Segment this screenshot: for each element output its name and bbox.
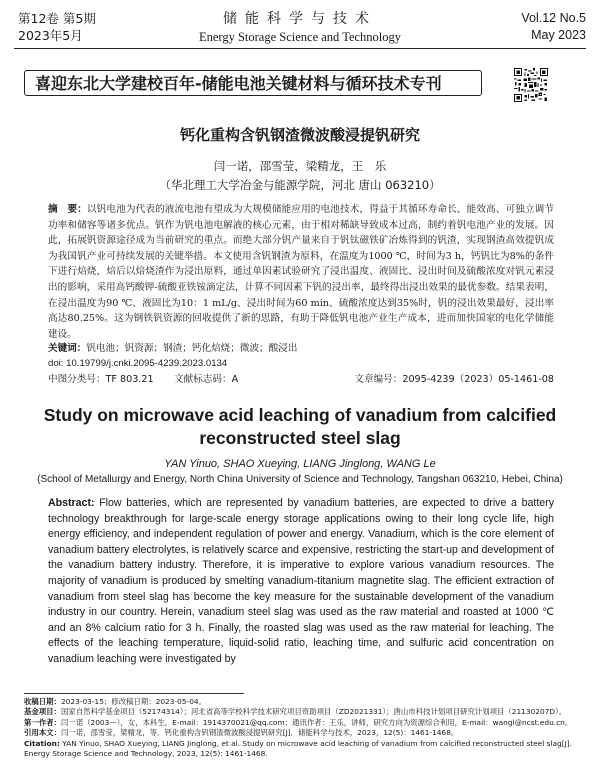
- author-text: 闫一诺（2003—），女，本科生，E-mail：1914370021@qq.com；通讯作者：王乐，讲师，研究方向为资源综合利用，E-mail：wangl@ncst.edu.cn。: [60, 717, 573, 727]
- authors-cn: 闫一诺，邵雪莹，梁精龙，王 乐: [213, 159, 387, 173]
- keywords-cn: [48, 342, 554, 356]
- classification-row: [48, 373, 554, 387]
- received-label: 收稿日期：: [24, 697, 61, 706]
- clc-block: [48, 374, 154, 385]
- cite-en-text: YAN Yinuo, SHAO Xueying, LIANG Jinglong, et al. Study on microwave acid leaching of vanadium from calcified reconstructed steel slag[J]. Energy Storage Science and Technology, 2023, 12(5): 1461-1468.: [24, 738, 573, 759]
- footnote-received: [24, 697, 576, 707]
- doi: doi: 10.19799/j.cnki.2095-4239.2023.0134: [48, 358, 228, 369]
- doc-code-value: A: [231, 374, 239, 385]
- footnote-cite-cn: [24, 728, 576, 738]
- paper-title-cn: 钙化重构含钒钢渣微波酸浸提钒研究: [179, 126, 420, 144]
- fund-label: 基金项目：: [24, 707, 61, 717]
- footnote-author: [24, 718, 576, 728]
- paper-title-en: Study on microwave acid leaching of vanadium from calcified reconstructed steel slag: [43, 405, 557, 448]
- fund-text: 国家自然科学基金项目（52174314）；河北省高等学校科学技术研究项目资助项目（ZD2021331）；唐山市科技计划项目研究计划项目（21130207D）。: [60, 707, 567, 717]
- header-divider: [14, 48, 586, 49]
- doc-code-block: [174, 373, 238, 387]
- journal-title-en: Energy Storage Science and Technology: [198, 30, 402, 44]
- clc-value: TF 803.21: [105, 374, 154, 385]
- footnote-cite-en: [24, 739, 576, 760]
- abstract-en-text: Flow batteries, which are represented by vanadium batteries, are expected to drive a battery technology breakthrough for large-scale energy storage applications owing to their long cycle life, high energy efficiency, and independent regulation of power and energy. Vanadium, which is the core element of vanadium battery electrolytes, is relatively scarce and expensive, restricting the start-up and development of the vanadium battery industry. Therefore, it is imperative to explore various vanadium resources. The majority of vanadium is produced by smelting vanadium-titanium magnetite slag. The efficient extraction of vanadium from steel slag has become the key measure for the sustainable development of the vanadium industry in our country. Herein, vanadium steel slag was used as the raw material and roasted at 1000 ℃ and an 8% calcium ratio for 3 h. Finally, the roasted slag was used as the raw material for leaching. The effects of the leaching temperature, liquid-solid ratio, leaching time, and sulfuric acid concentration on vanadium leaching were investigated by: [48, 497, 554, 665]
- abstract-en: [48, 496, 554, 668]
- footnote-fund: [24, 707, 576, 717]
- keywords-cn-text: 钒电池；钒资源；钢渣；钙化焙烧；微波；酸浸出: [86, 343, 298, 354]
- cite-cn-text: 闫一诺，邵雪莹，梁精龙，等．钙化重构含钒钢渣微波酸浸提钒研究[J]．储能科学与技术，2023，12(5)：1461-1468。: [60, 728, 459, 738]
- abstract-cn-label: 摘 要：: [48, 204, 87, 215]
- article-no-value: 2095-4239（2023）05-1461-08: [402, 374, 554, 385]
- qr-code-icon: [514, 68, 548, 102]
- header-center: [0, 8, 600, 45]
- cite-en-label: Citation:: [24, 738, 60, 748]
- volume-issue-en: Vol.12 No.5: [521, 11, 586, 25]
- article-no-label: 文章编号：: [354, 374, 403, 385]
- keywords-cn-label: 关键词：: [48, 343, 87, 354]
- date-cn: 2023年5月: [18, 28, 83, 43]
- author-label: 第一作者：: [24, 717, 61, 727]
- volume-issue-cn: 第12卷 第5期: [18, 11, 96, 26]
- footnotes: [24, 697, 576, 759]
- clc-label: 中图分类号：: [48, 374, 106, 385]
- date-en: May 2023: [531, 28, 586, 42]
- authors-en: YAN Yinuo, SHAO Xueying, LIANG Jinglong, WANG Le: [164, 458, 436, 470]
- affiliation-en: (School of Metallurgy and Energy, North China University of Science and Technology, Tangshan 063210, Hebei, China): [37, 474, 563, 485]
- doc-code-label: 文献标志码：: [174, 374, 232, 385]
- journal-title-cn: 储能科学与技术: [223, 11, 377, 27]
- header-right: [521, 10, 586, 44]
- special-issue-banner: 喜迎东北大学建校百年-储能电池关键材料与循环技术专刊: [24, 70, 482, 96]
- footnote-divider: [24, 693, 244, 694]
- received-text: 2023-03-15；修改稿日期：2023-05-04。: [60, 697, 206, 706]
- abstract-cn-text: 以钒电池为代表的液流电池有望成为大规模储能应用的电池技术，得益于其循环寿命长、能效高、可独立调节功率和储容等诸多优点。钒作为钒电池电解液的核心元素，由于相对稀缺导致成本过高，制约着钒电池产业的发展。因此，拓展钒资源途径成为当前研究的重点。而绝大部分钒产量来自于钒钛磁铁矿冶炼得到的钒渣，实现钢渣高效提钒成为我国钒产业可持续发展的关键举措。本文使用含钒钢渣为原料，在温度为1000 ℃，时间为3 h，钙钒比为8%的条件下进行焙烧，焙后以焙烧渣作为浸出原料，通过单因素试验研究了浸出温度、液固比、浸出时间及硫酸浓度对钒元素浸出的影响，采用高钙酸钾-硫酸亚铁铵滴定法，计算不同因素下钒的浸出率，最终得出浸出效果的最优参数。结果表明，在浸出温度为90 ℃、液固比为10：1 mL/g、浸出时间为60 min、硫酸浓度达到35%时，钒的浸出效果最好，浸出率高达80.25%。这为钢铁钒资源的回收提供了新的思路，有助于降低钒电池产业生产成本，进而加快国家的电化学储能建设。: [48, 204, 555, 340]
- article-no-block: [354, 373, 554, 387]
- cite-cn-label: 引用本文：: [24, 728, 61, 738]
- abstract-en-label: Abstract:: [48, 497, 95, 509]
- abstract-cn: [48, 202, 554, 342]
- affiliation-cn: （华北理工大学冶金与能源学院，河北 唐山 063210）: [159, 178, 441, 192]
